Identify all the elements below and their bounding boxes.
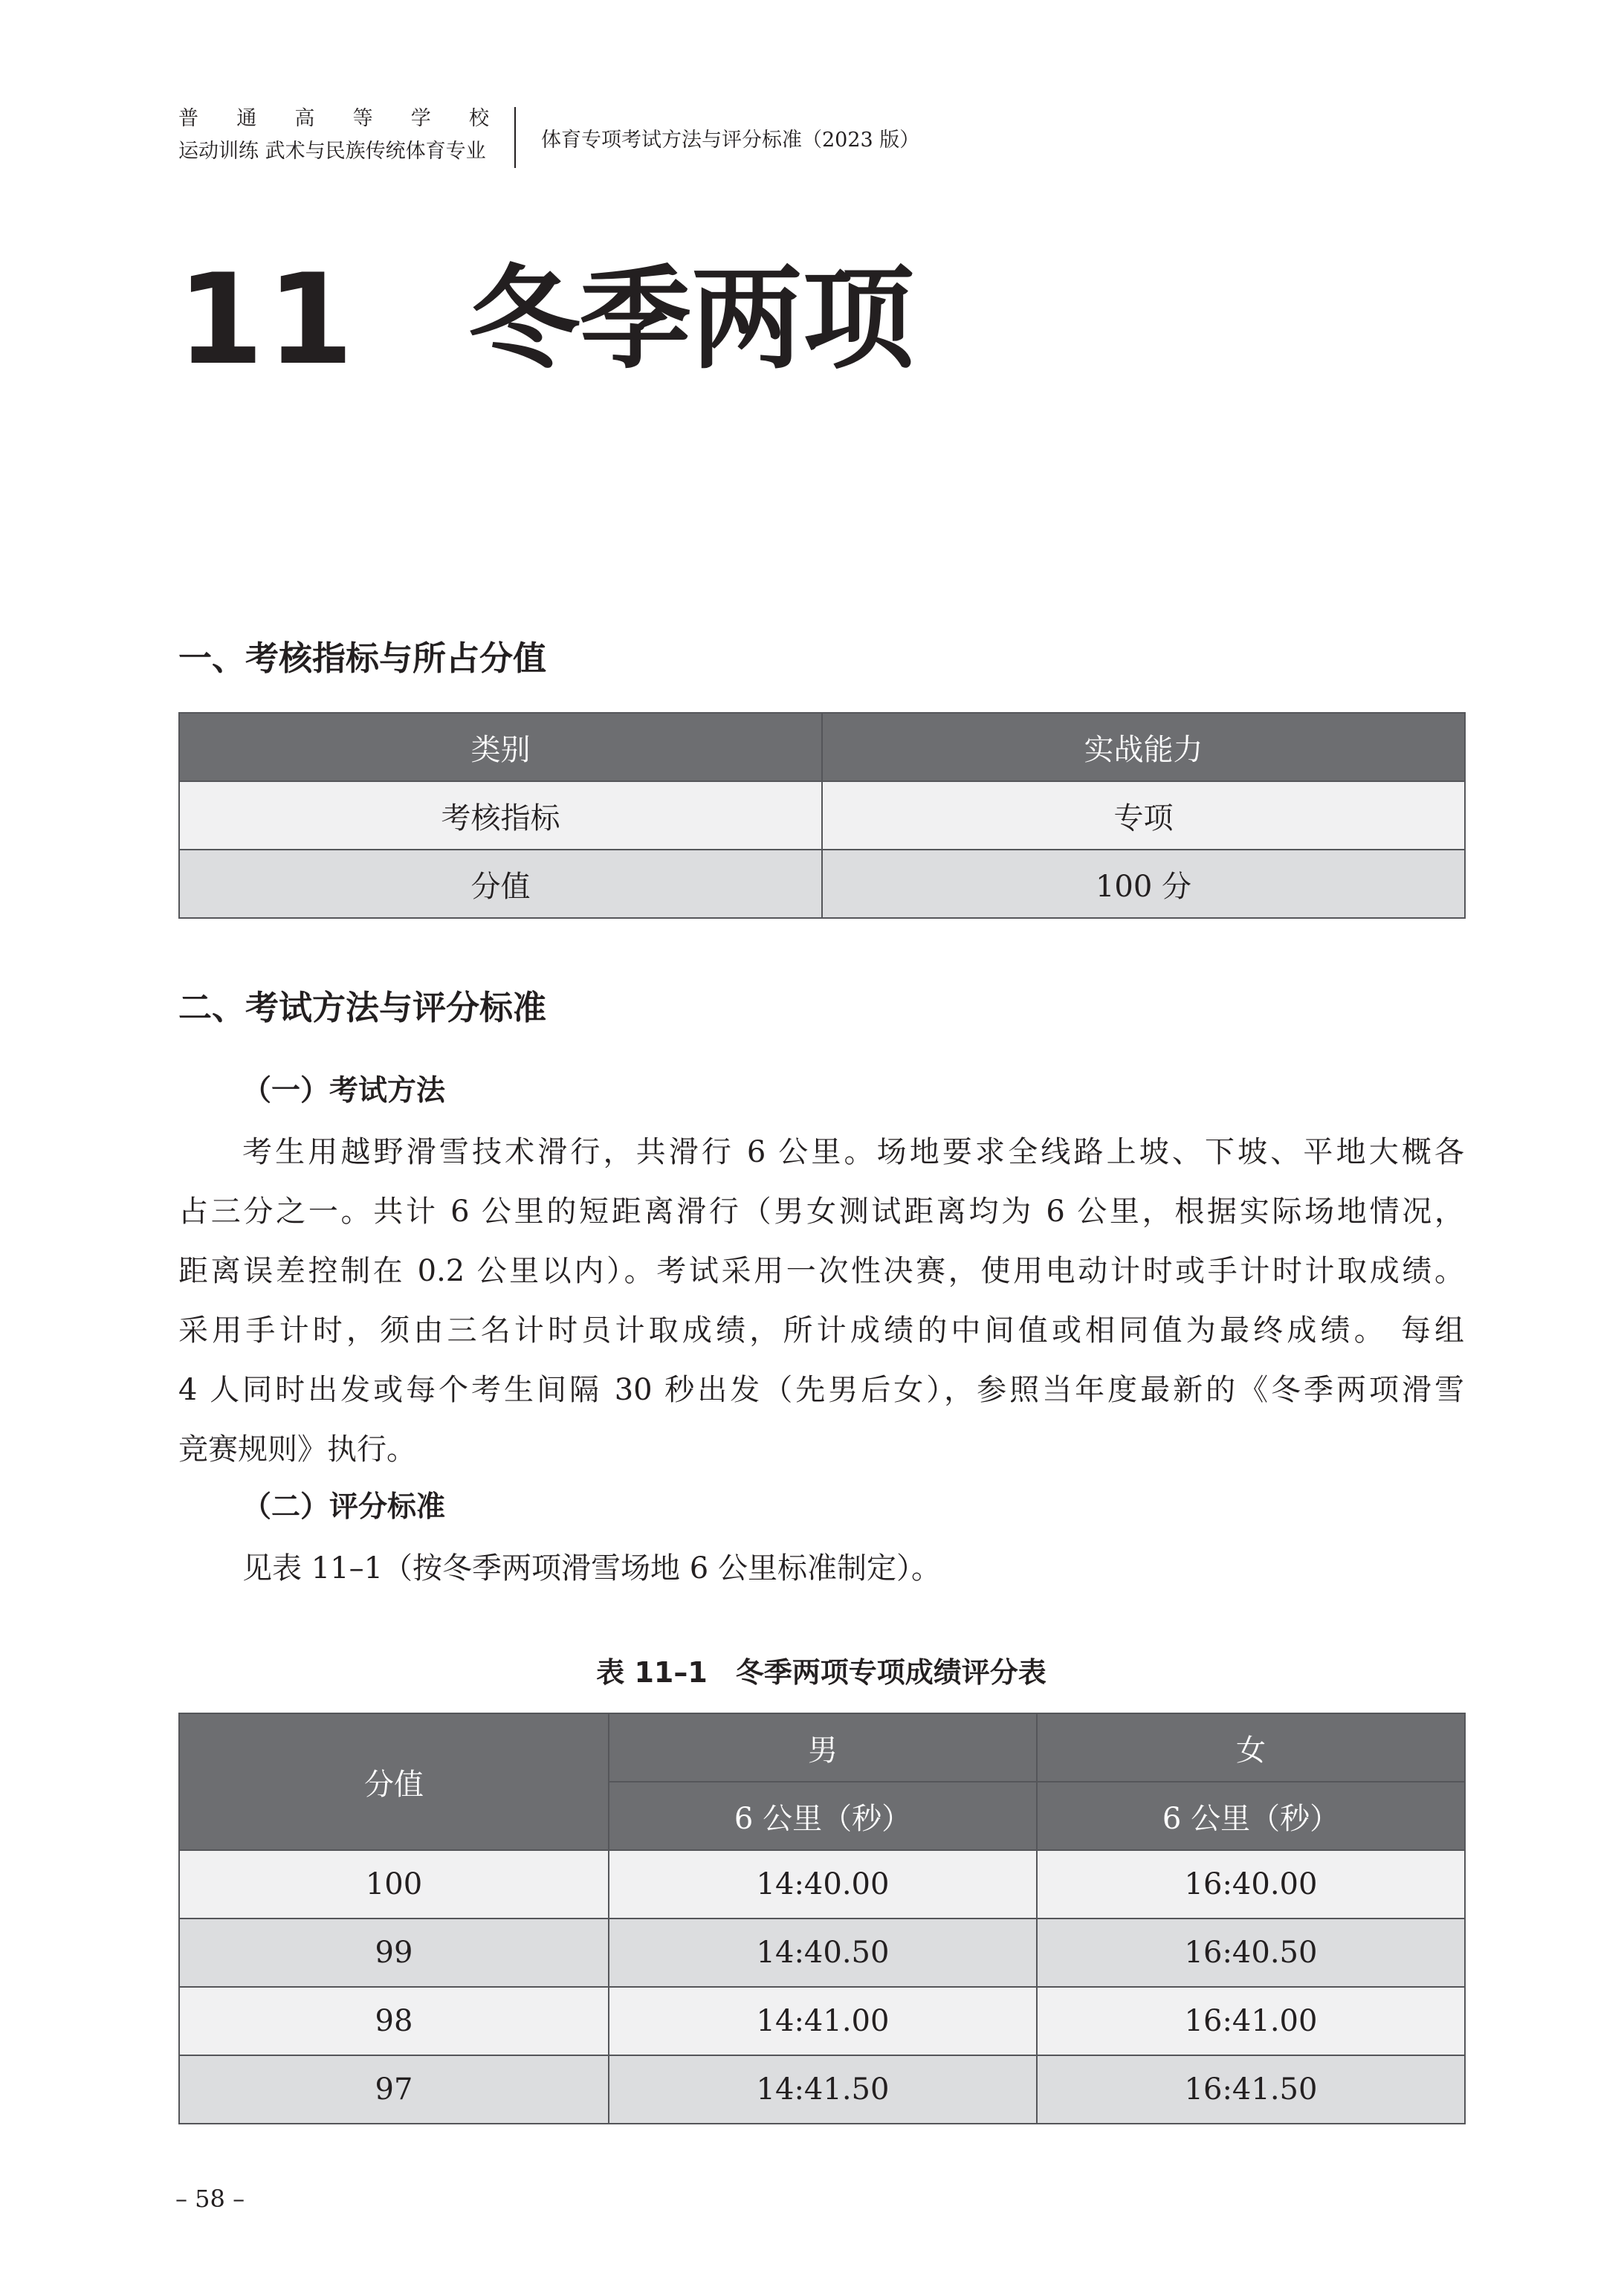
table-row — [179, 1919, 1465, 1987]
series-subtitle: 运动训练 武术与民族传统体育专业 — [178, 140, 486, 163]
paragraph-line: 占三分之一。共计 6 公里的短距离滑行（男女测试距离均为 6 公里，根据实际场地情况， — [178, 1195, 1464, 1229]
table-row — [179, 2055, 1465, 2124]
subheader-female: 6 公里（秒） — [1037, 1782, 1465, 1850]
table-cell: 16:40.50 — [1037, 1919, 1465, 1987]
header-divider — [514, 107, 516, 168]
series-char: 校 — [468, 107, 489, 130]
series-title — [178, 104, 491, 169]
table-cell: 16:41.00 — [1037, 1987, 1465, 2055]
table-row — [179, 850, 1465, 918]
table-cell: 16:40.00 — [1037, 1850, 1465, 1919]
table-cell: 14:40.00 — [609, 1850, 1037, 1919]
indicator-table — [178, 712, 1466, 919]
paragraph-line: 4 人同时出发或每个考生间隔 30 秒出发（先男后女），参照当年度最新的《冬季两项滑雪 — [178, 1373, 1464, 1407]
series-char: 学 — [410, 107, 431, 130]
table-cell: 分值 — [179, 850, 822, 918]
paragraph-line: 见表 11–1（按冬季两项滑雪场地 6 公里标准制定）。 — [242, 1551, 941, 1586]
chapter-number: 11 — [177, 247, 357, 392]
paragraph-line: 竞赛规则》执行。 — [178, 1432, 416, 1467]
table-cell: 专项 — [822, 781, 1465, 850]
series-char: 高 — [294, 107, 315, 130]
subheader-male: 6 公里（秒） — [609, 1782, 1037, 1850]
table-header-row — [179, 1713, 1465, 1782]
table-header-cell: 类别 — [179, 713, 822, 781]
series-char: 等 — [352, 107, 373, 130]
table-cell: 14:40.50 — [609, 1919, 1037, 1987]
table-cell: 99 — [179, 1919, 609, 1987]
table-cell: 100 分 — [822, 850, 1465, 918]
score-table — [178, 1713, 1466, 2124]
subheading-method: （一）考试方法 — [242, 1073, 446, 1108]
table-cell: 16:41.50 — [1037, 2055, 1465, 2124]
header-score: 分值 — [179, 1713, 609, 1850]
table-cell: 98 — [179, 1987, 609, 2055]
table-row — [179, 1987, 1465, 2055]
series-char: 普 — [178, 107, 198, 130]
chapter-heading — [177, 249, 914, 390]
paragraph-line: 考生用越野滑雪技术滑行，共滑行 6 公里。场地要求全线路上坡、下坡、平地大概各 — [242, 1135, 1464, 1169]
table-cell: 97 — [179, 2055, 609, 2124]
table-cell: 14:41.00 — [609, 1987, 1037, 2055]
table-caption: 表 11–1 冬季两项专项成绩评分表 — [596, 1656, 1046, 1689]
page-number: – 58 – — [175, 2185, 245, 2213]
table-header-cell: 实战能力 — [822, 713, 1465, 781]
header-male: 男 — [609, 1713, 1037, 1782]
table-row — [179, 1850, 1465, 1919]
series-name — [178, 104, 489, 134]
table-header-row — [179, 713, 1465, 781]
paragraph-line: 采用手计时，须由三名计时员计取成绩，所计成绩的中间值或相同值为最终成绩。 每组 — [178, 1313, 1464, 1348]
section-heading-1: 一、考核指标与所占分值 — [178, 639, 547, 678]
book-title: 体育专项考试方法与评分标准（2023 版） — [541, 129, 920, 152]
series-char: 通 — [236, 107, 257, 130]
table-cell: 考核指标 — [179, 781, 822, 850]
method-paragraph — [178, 1122, 1464, 1479]
subheading-scoring: （二）评分标准 — [242, 1490, 446, 1524]
chapter-title: 冬季两项 — [468, 255, 914, 384]
table-row — [179, 781, 1465, 850]
scoring-paragraph — [178, 1539, 1464, 1598]
table-cell: 100 — [179, 1850, 609, 1919]
header-female: 女 — [1037, 1713, 1465, 1782]
section-heading-2: 二、考试方法与评分标准 — [178, 988, 547, 1027]
table-cell: 14:41.50 — [609, 2055, 1037, 2124]
paragraph-line: 距离误差控制在 0.2 公里以内）。考试采用一次性决赛，使用电动计时或手计时计取成绩。 — [178, 1254, 1464, 1288]
